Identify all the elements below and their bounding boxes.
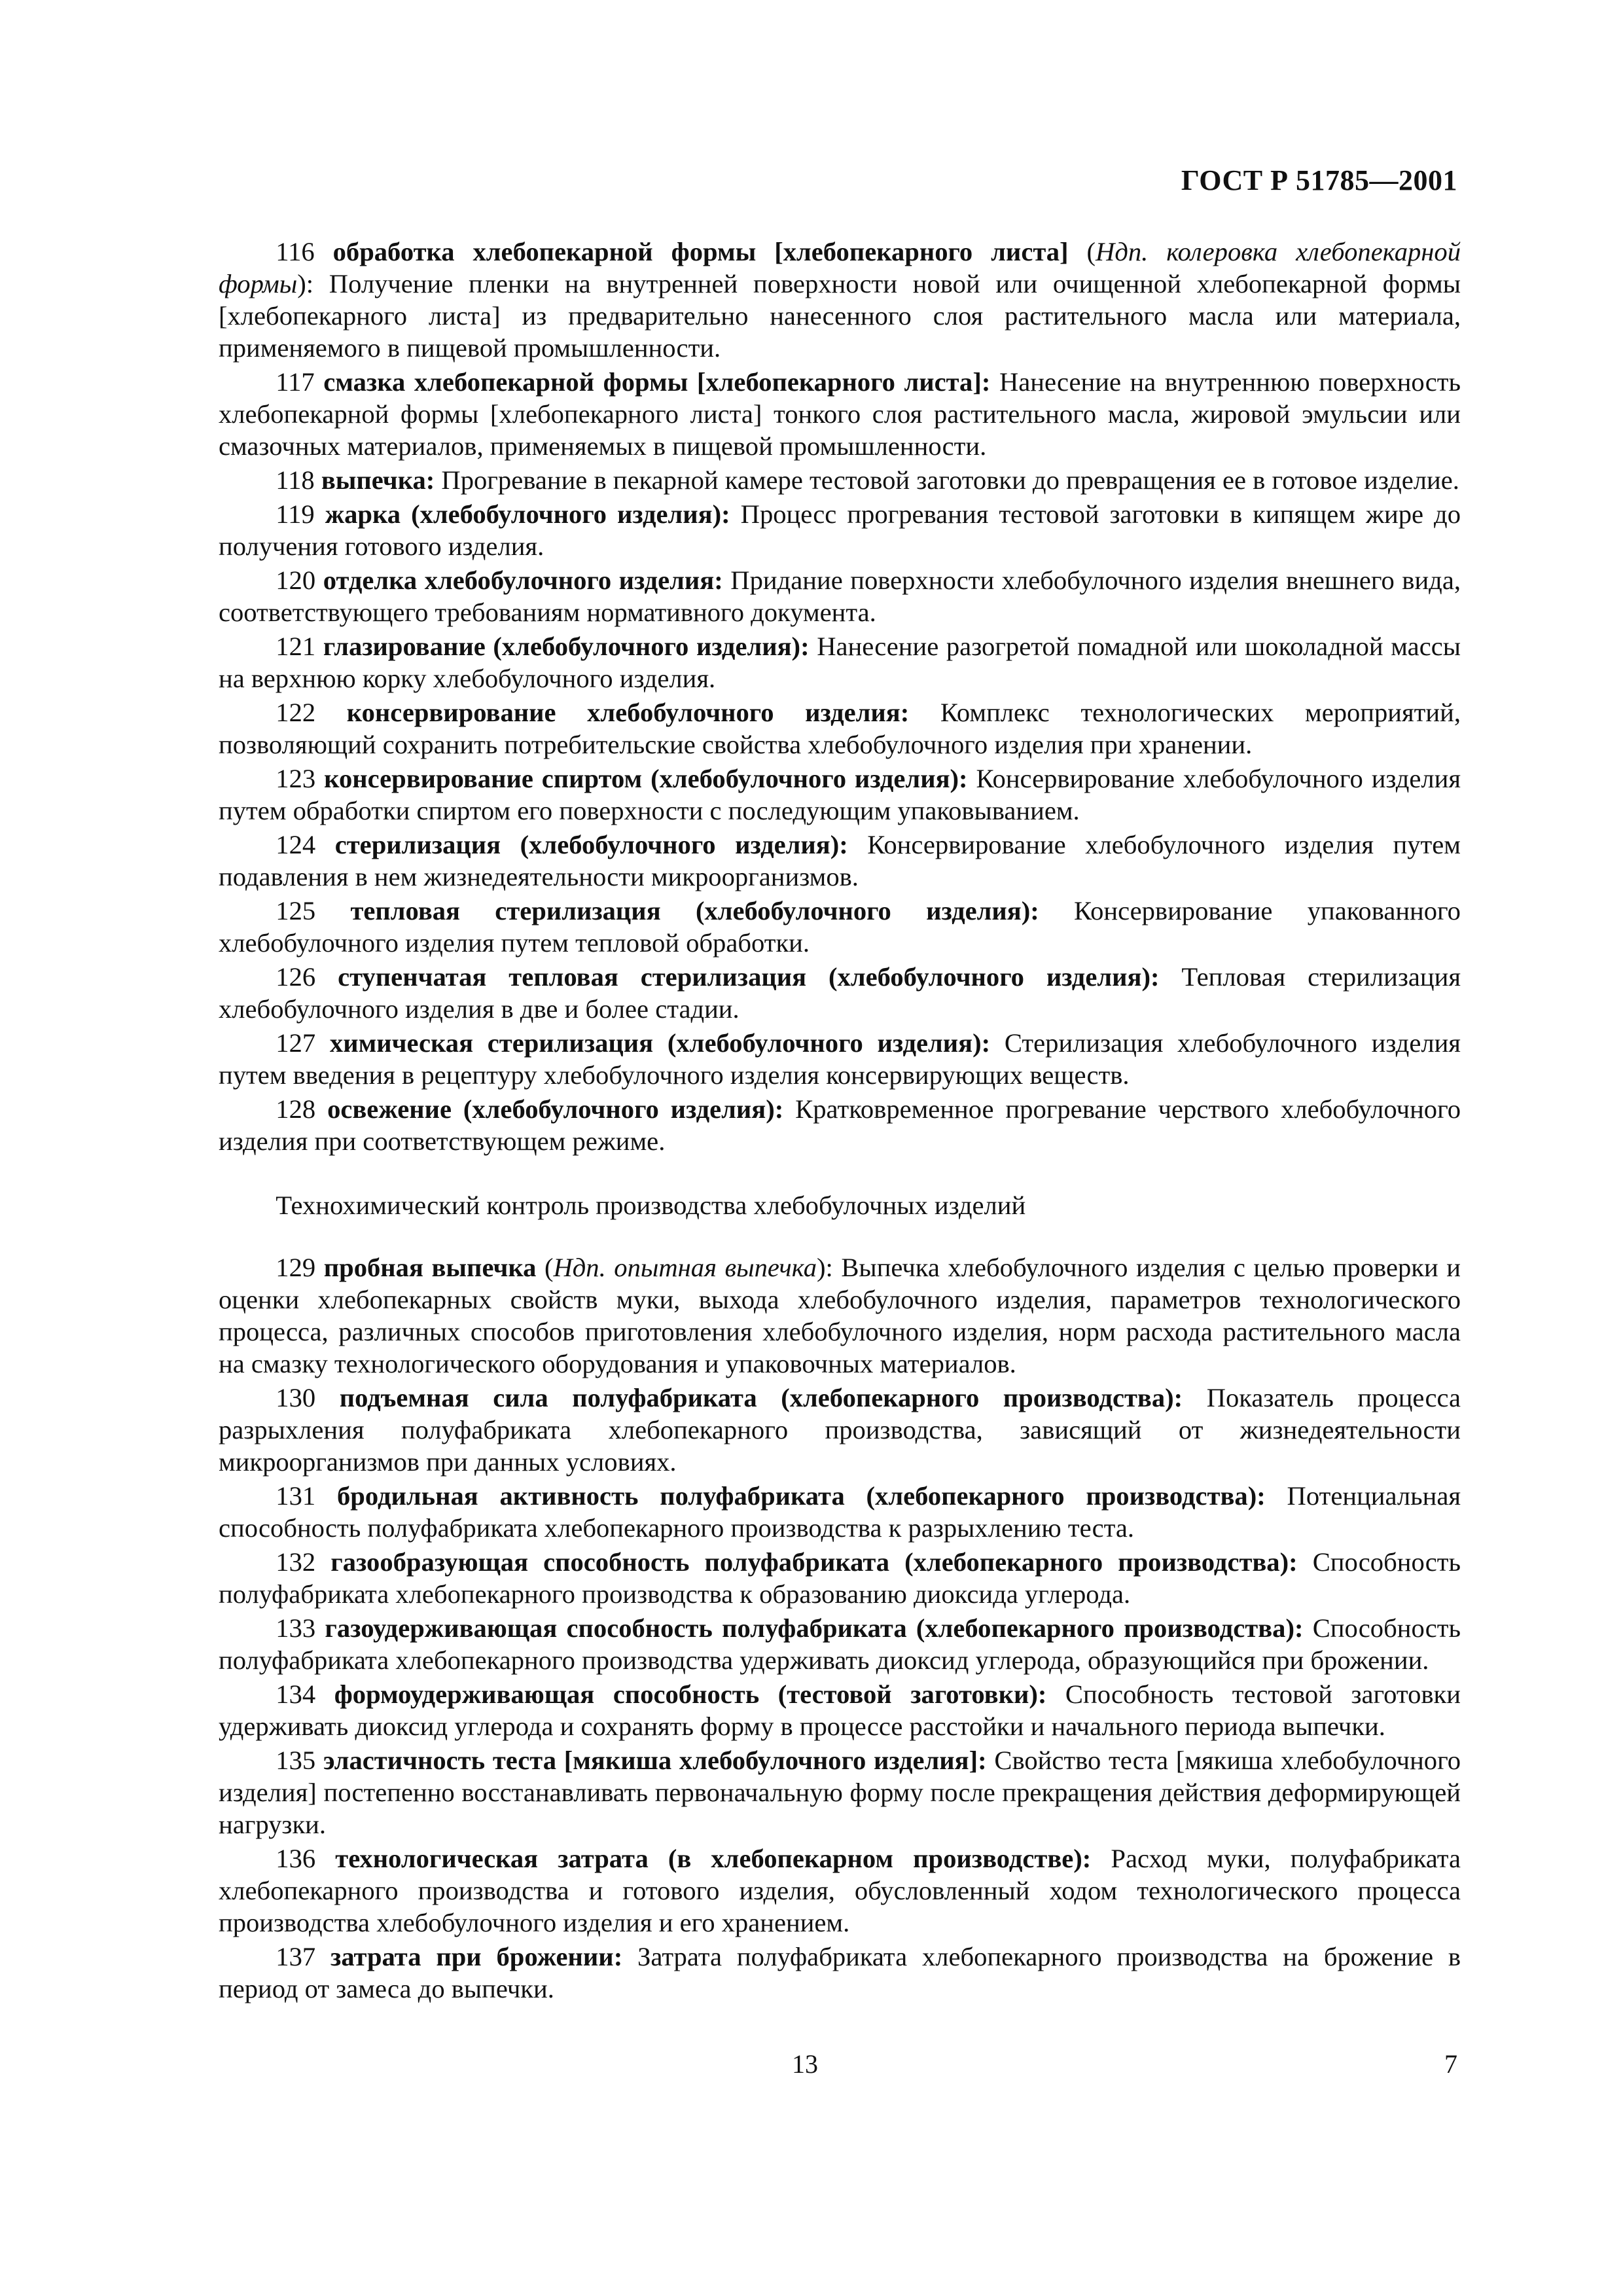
term-name: формоудерживающая способность (тестовой заготовки): xyxy=(334,1679,1047,1709)
term-definition: Придание поверхности хлебобулочного изделия внешнего вида, соответствующего требованиям нормативного документа. xyxy=(219,565,1461,627)
term-number: 124 xyxy=(276,830,316,859)
term-number: 128 xyxy=(276,1094,316,1124)
term-name: подъемная сила полуфабриката (хлебопекарного производства): xyxy=(339,1383,1183,1412)
term-number: 122 xyxy=(276,698,316,727)
term-name: выпечка: xyxy=(321,465,435,495)
term-definition: Способность полуфабриката хлебопекарного производства к образованию диоксида углерода. xyxy=(219,1547,1461,1609)
note-close: ): xyxy=(297,269,329,298)
term-number: 132 xyxy=(276,1547,316,1577)
term-name: химическая стерилизация (хлебобулочного изделия): xyxy=(329,1028,991,1058)
term-entry-129 xyxy=(219,1251,1461,1380)
deprecated-term-note: Ндп. колеровка хлебопекарной формы xyxy=(219,237,1461,298)
term-entry-125 xyxy=(219,895,1461,959)
term-name: консервирование спиртом (хлебобулочного изделия): xyxy=(324,764,968,793)
term-definition: Свойство теста [мякиша хлебобулочного изделия] постепенно восстанавливать первоначальную форму после прекращения действия деформирующей нагрузки. xyxy=(219,1746,1461,1839)
term-definition: Комплекс технологических мероприятий, позволяющий сохранить потребительские свойства хлебобулочного изделия при хранении. xyxy=(219,698,1461,759)
term-number: 131 xyxy=(276,1481,316,1511)
term-entry-132 xyxy=(219,1546,1461,1610)
term-number: 119 xyxy=(276,499,315,529)
term-entry-136 xyxy=(219,1842,1461,1939)
term-definition: Консервирование упакованного хлебобулочного изделия путем тепловой обработки. xyxy=(219,896,1461,958)
term-definition: Тепловая стерилизация хлебобулочного изделия в две и более стадии. xyxy=(219,962,1461,1024)
page-content xyxy=(219,236,1461,2007)
term-entry-118 xyxy=(219,464,1461,496)
term-number: 120 xyxy=(276,565,316,595)
term-name: тепловая стерилизация (хлебобулочного изделия): xyxy=(350,896,1039,925)
term-definition: Консервирование хлебобулочного изделия путем обработки спиртом его поверхности с последующим упаковыванием. xyxy=(219,764,1461,825)
term-number: 117 xyxy=(276,367,315,397)
term-entry-126 xyxy=(219,961,1461,1025)
entries-group-b xyxy=(219,1251,1461,2005)
term-number: 126 xyxy=(276,962,316,992)
term-entry-122 xyxy=(219,696,1461,761)
term-name: освежение (хлебобулочного изделия): xyxy=(327,1094,784,1124)
page-number-center: 13 xyxy=(792,2049,818,2079)
term-number: 129 xyxy=(276,1253,316,1282)
term-entry-116 xyxy=(219,236,1461,364)
standard-designation: ГОСТ Р 51785—2001 xyxy=(1181,164,1457,196)
term-number: 125 xyxy=(276,896,316,925)
term-definition: Способность полуфабриката хлебопекарного производства удерживать диоксид углерода, образующийся при брожении. xyxy=(219,1613,1461,1675)
term-name: бродильная активность полуфабриката (хлебопекарного производства): xyxy=(336,1481,1266,1511)
term-entry-117 xyxy=(219,366,1461,462)
term-definition: Стерилизация хлебобулочного изделия путем введения в рецептуру хлебобулочного изделия консервирующих веществ. xyxy=(219,1028,1461,1090)
term-name: жарка (хлебобулочного изделия): xyxy=(325,499,730,529)
term-name: отделка хлебобулочного изделия: xyxy=(323,565,723,595)
note-open: ( xyxy=(1068,237,1096,266)
term-name: пробная выпечка xyxy=(323,1253,537,1282)
term-entry-124 xyxy=(219,829,1461,893)
term-definition: Способность тестовой заготовки удерживать диоксид углерода и сохранять форму в процессе расстойки и начального периода выпечки. xyxy=(219,1679,1461,1741)
term-entry-121 xyxy=(219,630,1461,694)
term-entry-131 xyxy=(219,1480,1461,1544)
term-name: затрата при брожении: xyxy=(330,1942,623,1971)
term-number: 116 xyxy=(276,237,315,266)
term-definition: Потенциальная способность полуфабриката хлебопекарного производства к разрыхлению теста. xyxy=(219,1481,1461,1543)
term-name: газообразующая способность полуфабриката (хлебопекарного производства): xyxy=(330,1547,1298,1577)
term-definition: Кратковременное прогревание черствого хлебобулочного изделия при соответствующем режиме. xyxy=(219,1094,1461,1156)
term-name: стерилизация (хлебобулочного изделия): xyxy=(334,830,848,859)
note-close: ): xyxy=(817,1253,842,1282)
entries-group-a xyxy=(219,236,1461,1157)
note-open: ( xyxy=(536,1253,554,1282)
term-number: 137 xyxy=(276,1942,316,1971)
term-name: смазка хлебопекарной формы [хлебопекарного листа]: xyxy=(323,367,991,397)
term-number: 118 xyxy=(276,465,315,495)
term-definition: Консервирование хлебобулочного изделия путем подавления в нем жизнедеятельности микроорганизмов. xyxy=(219,830,1461,891)
term-entry-137 xyxy=(219,1941,1461,2005)
term-number: 133 xyxy=(276,1613,316,1643)
term-definition: Получение пленки на внутренней поверхности новой или очищенной хлебопекарной формы [хлебопекарного листа] из предварительно нанесенного слоя растительного масла или материала, применяемого в пищевой промышленности. xyxy=(219,269,1461,363)
term-entry-134 xyxy=(219,1678,1461,1742)
term-number: 121 xyxy=(276,632,316,661)
term-definition: Затрата полуфабриката хлебопекарного производства на брожение в период от замеса до выпечки. xyxy=(219,1942,1461,2003)
section-title: Технохимический контроль производства хлебобулочных изделий xyxy=(276,1191,1026,1220)
term-entry-128 xyxy=(219,1093,1461,1157)
term-name: газоудерживающая способность полуфабриката (хлебопекарного производства): xyxy=(325,1613,1304,1643)
term-name: ступенчатая тепловая стерилизация (хлебобулочного изделия): xyxy=(338,962,1160,992)
term-number: 127 xyxy=(276,1028,316,1058)
page-number-right: 7 xyxy=(1444,2049,1457,2079)
term-number: 135 xyxy=(276,1746,316,1775)
term-entry-123 xyxy=(219,762,1461,827)
term-definition: Расход муки, полуфабриката хлебопекарного производства и готового изделия, обусловленный ходом технологического процесса производства хлебобулочного изделия и его хранением. xyxy=(219,1844,1461,1937)
term-definition: Прогревание в пекарной камере тестовой заготовки до превращения ее в готовое изделие. xyxy=(435,465,1459,495)
term-number: 136 xyxy=(276,1844,316,1873)
term-definition: Процесс прогревания тестовой заготовки в кипящем жире до получения готового изделия. xyxy=(219,499,1461,561)
term-number: 130 xyxy=(276,1383,316,1412)
term-number: 123 xyxy=(276,764,316,793)
term-entry-120 xyxy=(219,564,1461,628)
term-name: технологическая затрата (в хлебопекарном производстве): xyxy=(335,1844,1092,1873)
term-entry-130 xyxy=(219,1382,1461,1478)
term-definition: Выпечка хлебобулочного изделия с целью проверки и оценки хлебопекарных свойств муки, выхода хлебобулочного изделия, параметров технологического процесса, различных способов приготовления хлебобулочного изделия, норм расхода растительного масла на смазку технологического оборудования и упаковочных материалов. xyxy=(219,1253,1461,1378)
term-name: эластичность теста [мякиша хлебобулочного изделия]: xyxy=(323,1746,987,1775)
term-number: 134 xyxy=(276,1679,316,1709)
term-entry-133 xyxy=(219,1612,1461,1676)
term-entry-135 xyxy=(219,1744,1461,1840)
term-entry-119 xyxy=(219,498,1461,562)
term-definition: Нанесение на внутреннюю поверхность хлебопекарной формы [хлебопекарного листа] тонкого слоя растительного масла, жировой эмульсии или смазочных материалов, применяемых в пищевой промышленности. xyxy=(219,367,1461,461)
term-name: глазирование (хлебобулочного изделия): xyxy=(323,632,810,661)
term-name: обработка хлебопекарной формы [хлебопекарного листа] xyxy=(332,237,1069,266)
deprecated-term-note: Ндп. опытная выпечка xyxy=(553,1253,817,1282)
term-name: консервирование хлебобулочного изделия: xyxy=(346,698,910,727)
term-definition: Показатель процесса разрыхления полуфабриката хлебопекарного производства, зависящий от жизнедеятельности микроорганизмов при данных условиях. xyxy=(219,1383,1461,1477)
term-definition: Нанесение разогретой помадной или шоколадной массы на верхнюю корку хлебобулочного изделия. xyxy=(219,632,1461,693)
term-entry-127 xyxy=(219,1027,1461,1091)
